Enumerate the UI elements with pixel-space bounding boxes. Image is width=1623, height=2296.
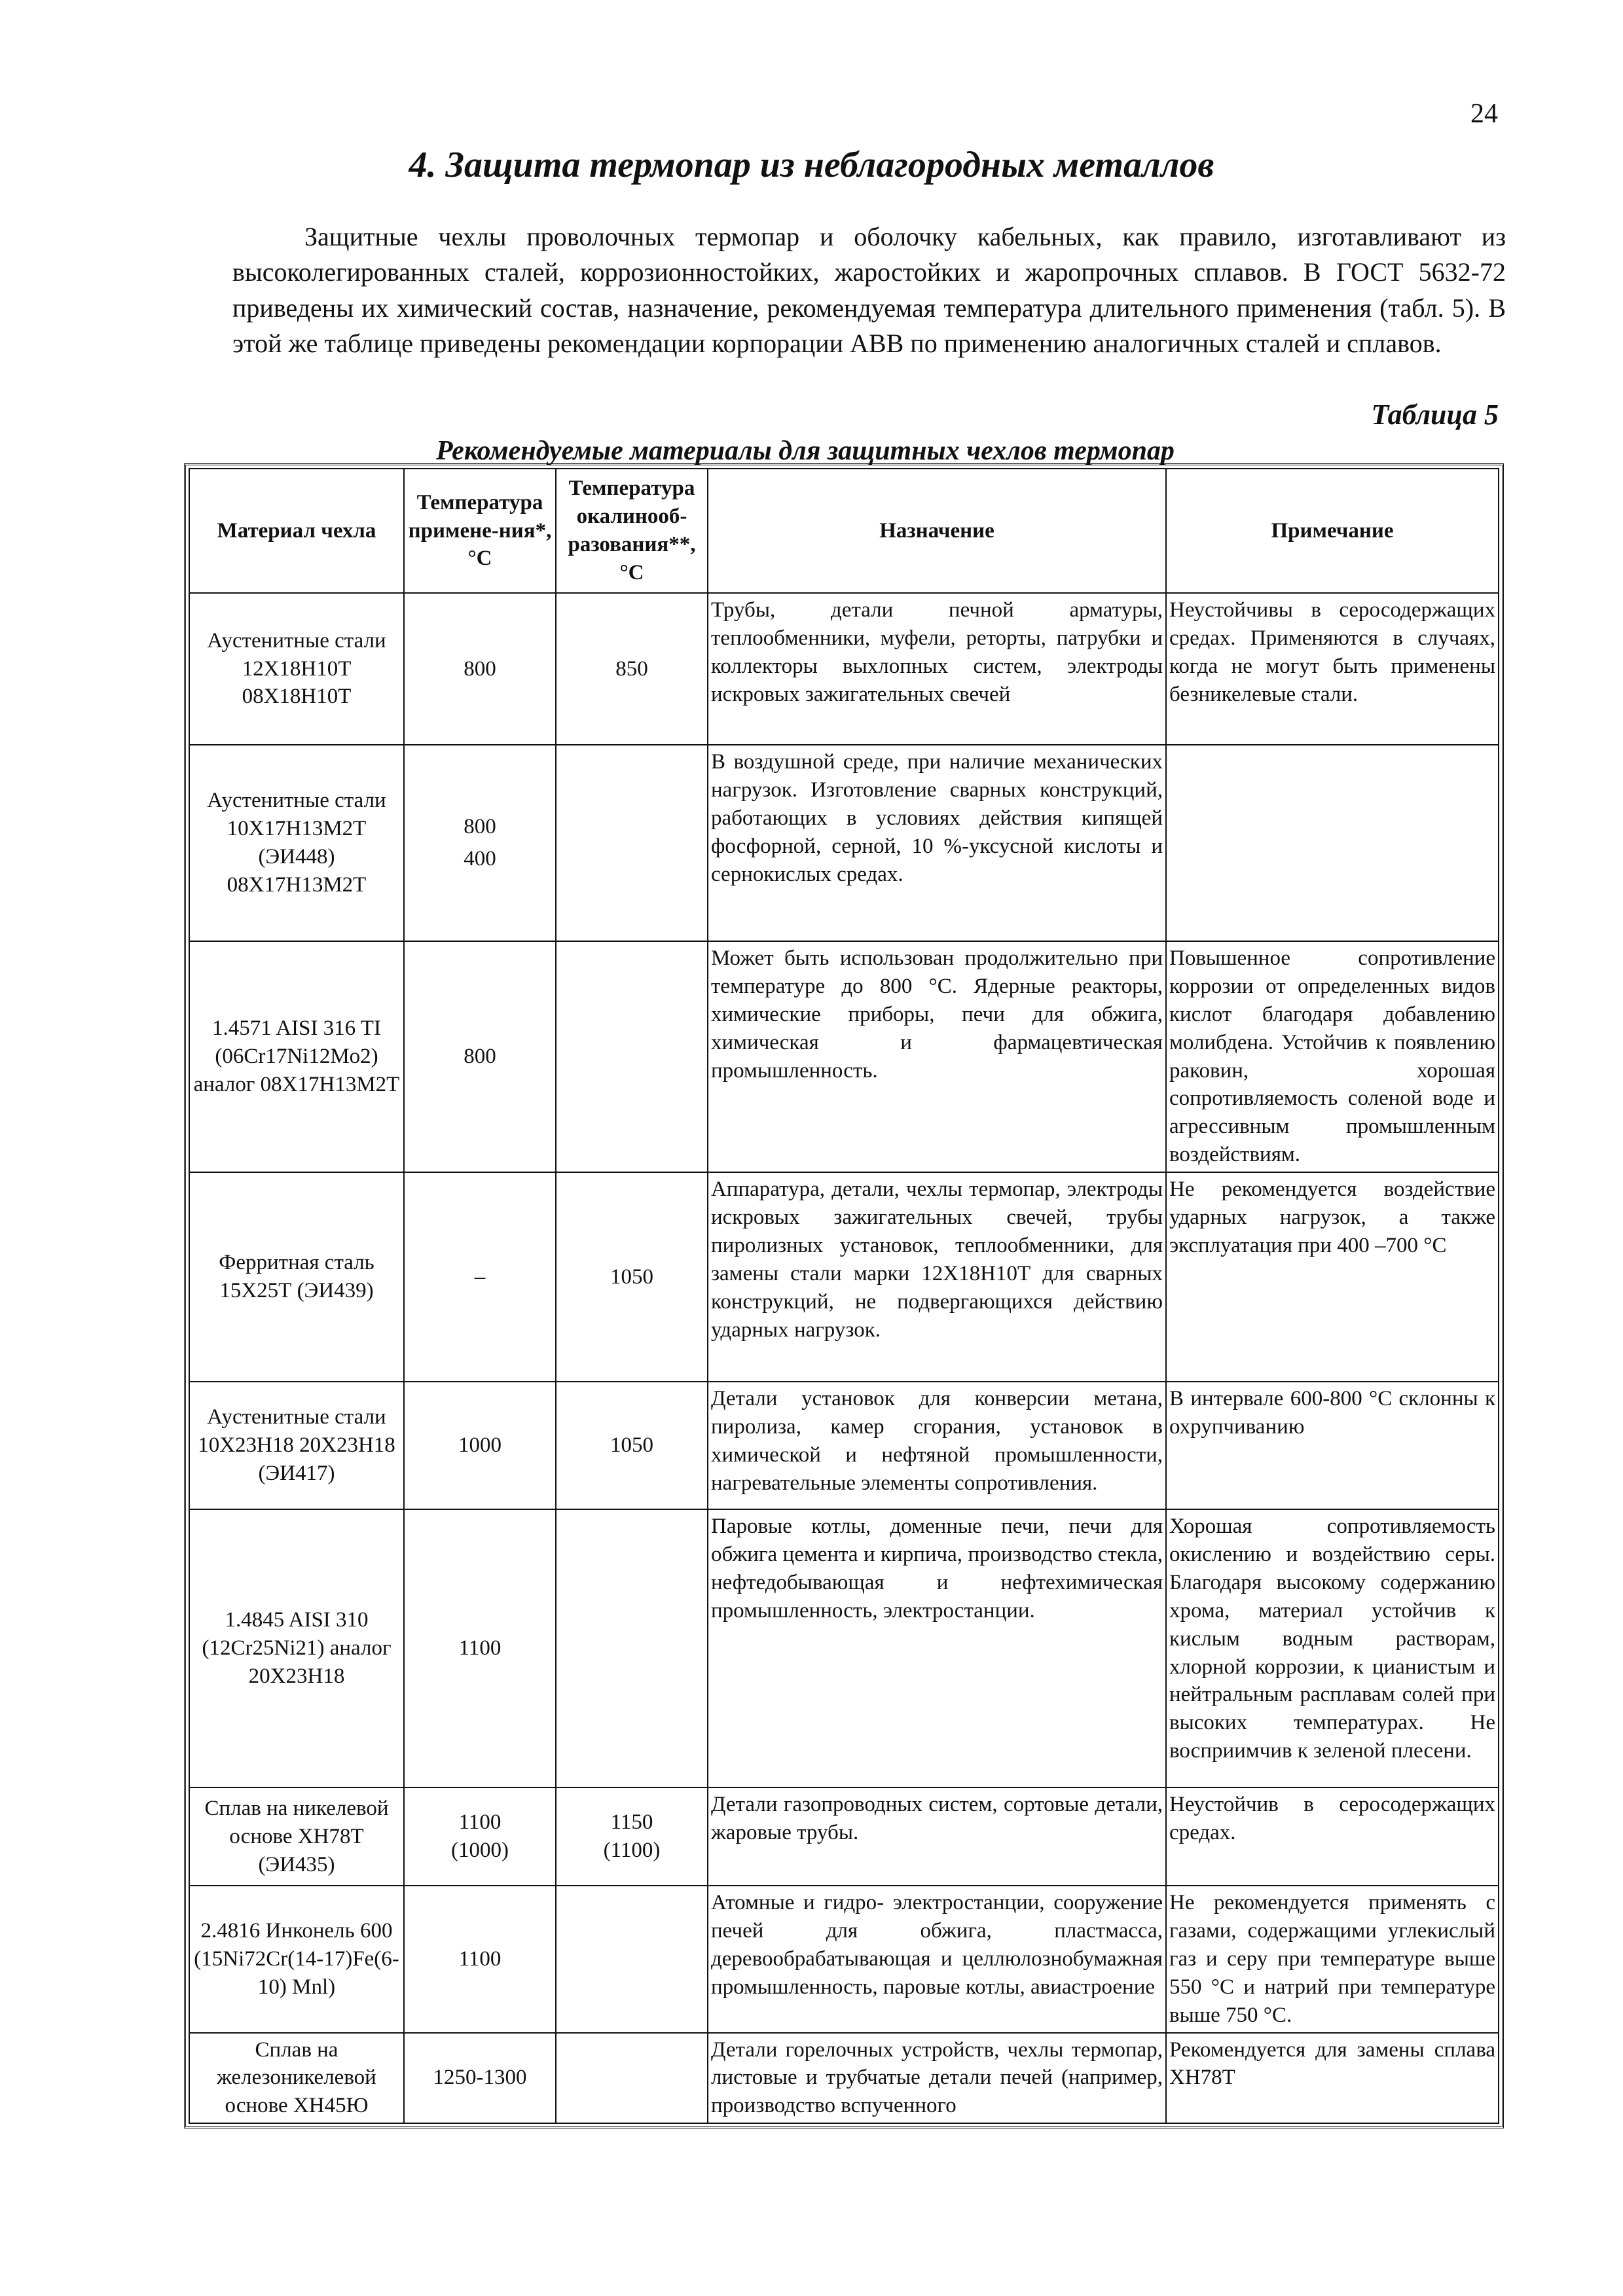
table-row — [189, 593, 1499, 745]
section-title: 4. Защита термопар из неблагородных металлов — [409, 145, 1214, 185]
cell-temp-scale — [556, 593, 708, 745]
cell-material: 1.4845 AISI 310 (12Cr25Ni21) аналог 20Х23Н18 — [189, 1509, 404, 1787]
intro-text: Защитные чехлы проволочных термопар и оболочку кабельных, как правило, изготавливают из высоколегированных сталей, коррозионностойких, жаростойких и жаропрочных сплавов. В ГОСТ 5632-72 приведены их химический состав, назначение, рекомендуемая температура длительного применения (табл. 5). В этой же таблице приведены рекомендации корпорации ABB по применению аналогичных сталей и сплавов. — [232, 222, 1506, 359]
cell-temp-use — [404, 1886, 556, 2032]
cell-temp-use — [404, 593, 556, 745]
materials-table — [189, 468, 1499, 2124]
temp-use-value: 800 — [464, 656, 496, 681]
cell-purpose: Паровые котлы, доменные печи, печи для обжига цемента и кирпича, производство стекла, нефтедобывающая и нефтехимическая промышленность, электростанции. — [708, 1509, 1166, 1787]
cell-note: В интервале 600-800 °С склонны к охрупчиванию — [1166, 1382, 1499, 1509]
cell-temp-scale — [556, 1382, 708, 1509]
cell-temp-use — [404, 1172, 556, 1382]
intro-paragraph — [232, 219, 1506, 362]
cell-material: 1.4571 AISI 316 TI (06Cr17Ni12Mo2) аналог 08Х17Н13М2Т — [189, 941, 404, 1172]
temp-scale-value: (1100) — [603, 1839, 661, 1863]
cell-note: Неустойчив в серосодержащих средах. — [1166, 1787, 1499, 1886]
table-label: Таблица 5 — [1371, 399, 1499, 431]
temp-use-value: 1100 — [458, 1636, 501, 1660]
temp-scale-value: 1050 — [610, 1433, 653, 1458]
temp-use-value: 1100 — [458, 1946, 501, 1971]
cell-temp-use — [404, 745, 556, 941]
cell-material: 2.4816 Инконель 600 (15Ni72Cr(14-17)Fe(6-10) Mnl) — [189, 1886, 404, 2032]
cell-note: Повышенное сопротивление коррозии от определенных видов кислот благодаря добавлению молибдена. Устойчив к появлению раковин, хорошая сопротивляемость соленой воде и агрессивным промышленным воздействиям. — [1166, 941, 1499, 1172]
table-row — [189, 2033, 1499, 2124]
cell-temp-scale — [556, 941, 708, 1172]
table-row — [189, 1382, 1499, 1509]
cell-note: Не рекомендуется применять с газами, содержащими углекислый газ и серу при температуре выше 550 °С и натрий при температуре выше 750 °С. — [1166, 1886, 1499, 2032]
table-caption: Рекомендуемые материалы для защитных чехлов термопар — [436, 436, 1175, 466]
table-row — [189, 1886, 1499, 2032]
temp-use-value: 800 — [464, 815, 496, 839]
cell-note: Рекомендуется для замены сплава ХН78Т — [1166, 2033, 1499, 2124]
cell-material: Аустенитные стали 10Х23Н18 20Х23Н18 (ЭИ417) — [189, 1382, 404, 1509]
temp-use-value: 1000 — [458, 1433, 501, 1458]
cell-temp-scale — [556, 1886, 708, 2032]
cell-temp-scale — [556, 745, 708, 941]
header-note: Примечание — [1166, 469, 1499, 593]
table-body — [189, 593, 1499, 2123]
temp-use-value: 800 — [464, 1045, 496, 1069]
cell-note: Не рекомендуется воздействие ударных нагрузок, а также эксплуатация при 400 –700 °С — [1166, 1172, 1499, 1382]
cell-material: Ферритная сталь 15Х25Т (ЭИ439) — [189, 1172, 404, 1382]
cell-temp-use — [404, 941, 556, 1172]
cell-temp-scale — [556, 1509, 708, 1787]
cell-temp-scale — [556, 1787, 708, 1886]
cell-temp-use — [404, 1382, 556, 1509]
cell-note: Хорошая сопротивляемость окислению и воздействию серы. Благодаря высокому содержанию хрома, материал устойчив к кислым водным растворам, хлорной коррозии, к цианистым и нейтральным расплавам солей при высоких температурах. Не восприимчив к зеленой плесени. — [1166, 1509, 1499, 1787]
cell-material: Аустенитные стали 12Х18Н10Т 08Х18Н10Т — [189, 593, 404, 745]
cell-material: Сплав на никелевой основе ХН78Т (ЭИ435) — [189, 1787, 404, 1886]
header-temp-use: Температура примене-ния*, °С — [404, 469, 556, 593]
temp-use-value: 1100 — [458, 1810, 501, 1835]
cell-purpose: В воздушной среде, при наличие механических нагрузок. Изготовление сварных конструкций, работающих в условиях действия кипящей фосфорной, серной, 10 %-уксусной кислоты и сернокислых средах. — [708, 745, 1166, 941]
temp-scale-value: 1150 — [610, 1810, 653, 1835]
table-row — [189, 1172, 1499, 1382]
temp-scale-value: 1050 — [610, 1265, 653, 1289]
cell-purpose: Может быть использован продолжительно при температуре до 800 °С. Ядерные реакторы, химические приборы, печи для обжига, химическая и фармацевтическая промышленность. — [708, 941, 1166, 1172]
header-temp-scale: Температура окалинооб-разования**, °С — [556, 469, 708, 593]
temp-use-value: 400 — [464, 847, 496, 870]
temp-use-value: – — [474, 1265, 486, 1289]
temp-use-value: 1250-1300 — [433, 2066, 527, 2090]
temp-scale-value: 850 — [615, 656, 648, 681]
cell-purpose: Детали установок для конверсии метана, пиролиза, камер сгорания, установок в химической и нефтяной промышленности, нагревательные элементы сопротивления. — [708, 1382, 1166, 1509]
header-purpose: Назначение — [708, 469, 1166, 593]
cell-purpose: Аппаратура, детали, чехлы термопар, электроды искровых зажигательных свечей, трубы пиролизных установок, теплообменники, для замены стали марки 12Х18Н10Т для сварных конструкций, не подвергающихся действию ударных нагрузок. — [708, 1172, 1166, 1382]
cell-temp-use — [404, 1509, 556, 1787]
table-row — [189, 745, 1499, 941]
cell-temp-scale — [556, 1172, 708, 1382]
cell-purpose: Детали газопроводных систем, сортовые детали, жаровые трубы. — [708, 1787, 1166, 1886]
cell-temp-use — [404, 1787, 556, 1886]
cell-material: Сплав на железоникелевой основе ХН45Ю — [189, 2033, 404, 2124]
cell-material: Аустенитные стали 10Х17Н13М2Т (ЭИ448) 08Х17Н13М2Т — [189, 745, 404, 941]
table-header-row — [189, 469, 1499, 593]
table-row — [189, 1787, 1499, 1886]
cell-temp-scale — [556, 2033, 708, 2124]
cell-temp-use — [404, 2033, 556, 2124]
cell-purpose: Атомные и гидро- электростанции, сооружение печей для обжига, пластмасса, деревообрабатывающая и целлюлознобумажная промышленность, паровые котлы, авиастроение — [708, 1886, 1166, 2032]
page-number: 24 — [1470, 99, 1498, 129]
temp-use-value: (1000) — [451, 1839, 509, 1863]
cell-note — [1166, 745, 1499, 941]
table-row — [189, 941, 1499, 1172]
cell-purpose: Трубы, детали печной арматуры, теплообменники, муфели, реторты, патрубки и коллекторы выхлопных систем, электроды искровых зажигательных свечей — [708, 593, 1166, 745]
header-material: Материал чехла — [189, 469, 404, 593]
table-row — [189, 1509, 1499, 1787]
cell-note: Неустойчивы в серосодержащих средах. Применяются в случаях, когда не могут быть применены безникелевые стали. — [1166, 593, 1499, 745]
cell-purpose: Детали горелочных устройств, чехлы термопар, листовые и трубчатые детали печей (например, производство вспученного — [708, 2033, 1166, 2124]
